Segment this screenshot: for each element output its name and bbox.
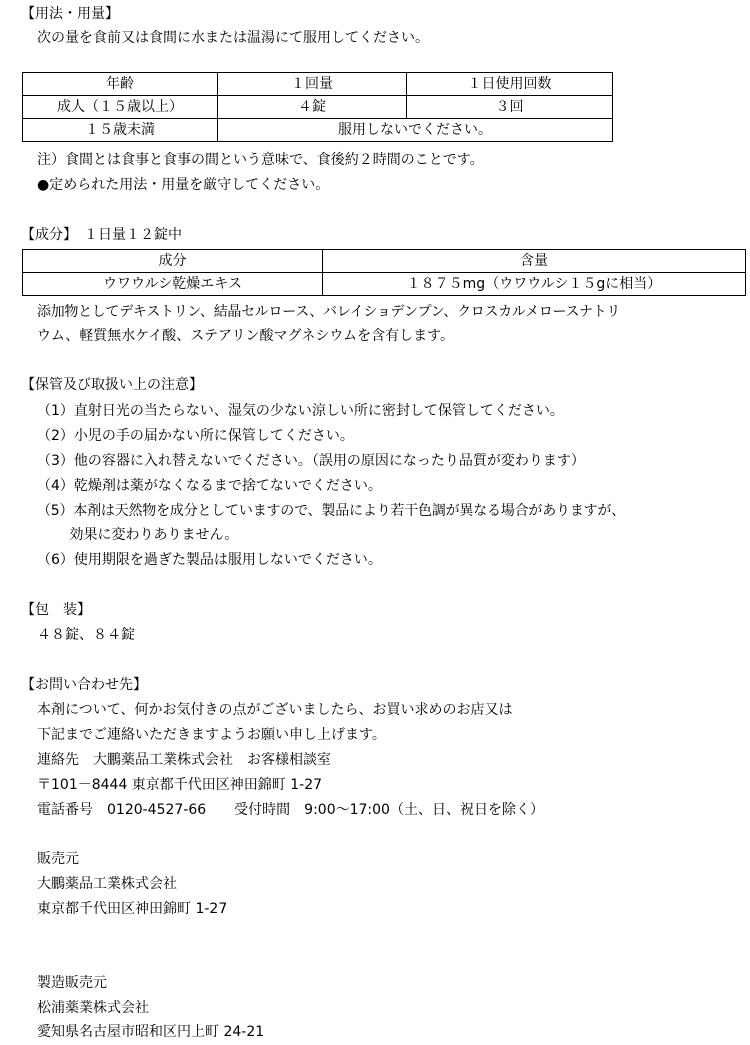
table-row xyxy=(23,250,746,273)
additives-line-1: 添加物としてデキストリン、結晶セルロース、バレイショデンプン、クロスカルメロースナトリ xyxy=(37,304,621,320)
usage-header-times: １日使用回数 xyxy=(407,73,613,96)
storage-item-1: （1）直射日光の当たらない、湿気の少ない涼しい所に密封して保管してください。 xyxy=(37,403,564,419)
storage-item-4: （4）乾燥剤は薬がなくなるまで捨てないでください。 xyxy=(37,478,382,494)
usage-cell-child-note: 服用しないでください。 xyxy=(218,119,613,142)
storage-item-6: （6）使用期限を過ぎた製品は服用しないでください。 xyxy=(37,552,382,568)
ingredients-cell-name: ウワウルシ乾燥エキス xyxy=(23,273,323,296)
seller-heading: 販売元 xyxy=(37,851,79,867)
packaging-content: ４８錠、８４錠 xyxy=(37,627,135,643)
storage-item-2: （2）小児の手の届かない所に保管してください。 xyxy=(37,428,354,444)
manufacturer-address: 愛知県名古屋市昭和区円上町 24-21 xyxy=(37,1024,265,1040)
contact-heading: 【お問い合わせ先】 xyxy=(21,677,147,693)
ingredients-cell-amount: １８７５mg（ウワウルシ１５gに相当） xyxy=(323,273,746,296)
ingredients-header-amount: 含量 xyxy=(323,250,746,273)
usage-header-dose: １回量 xyxy=(218,73,407,96)
seller-address: 東京都千代田区神田錦町 1-27 xyxy=(37,901,228,917)
usage-cell-child-age: １５歳未満 xyxy=(23,119,218,142)
table-row xyxy=(23,96,613,119)
usage-cell-adult-times: ３回 xyxy=(407,96,613,119)
contact-line-3: 連絡先 大鵬薬品工業株式会社 お客様相談室 xyxy=(37,752,331,768)
table-row xyxy=(23,73,613,96)
manufacturer-heading: 製造販売元 xyxy=(37,975,107,991)
contact-line-4: 〒101－8444 東京都千代田区神田錦町 1-27 xyxy=(37,777,323,793)
contact-line-1: 本剤について、何かお気付きの点がございましたら、お買い求めのお店又は xyxy=(37,702,513,718)
ingredients-header-name: 成分 xyxy=(23,250,323,273)
storage-item-3: （3）他の容器に入れ替えないでください。（誤用の原因になったり品質が変わります） xyxy=(37,453,585,469)
usage-caution: ●定められた用法・用量を厳守してください。 xyxy=(37,177,330,193)
usage-intro: 次の量を食前又は食間に水または温湯にて服用してください。 xyxy=(37,30,429,46)
contact-line-5: 電話番号 0120-4527-66 受付時間 9:00～17:00（土、日、祝日を除く） xyxy=(37,802,544,818)
ingredients-table xyxy=(22,249,746,296)
usage-table xyxy=(22,72,613,142)
table-row xyxy=(23,273,746,296)
usage-cell-adult-dose: ４錠 xyxy=(218,96,407,119)
ingredients-heading: 【成分】 １日量１２錠中 xyxy=(21,227,182,243)
additives-line-2: ウム、軽質無水ケイ酸、ステアリン酸マグネシウムを含有します。 xyxy=(37,328,455,344)
usage-note: 注）食間とは食事と食事の間という意味で、食後約２時間のことです。 xyxy=(37,152,484,168)
seller-company: 大鵬薬品工業株式会社 xyxy=(37,876,177,892)
packaging-heading: 【包 装】 xyxy=(21,602,91,618)
storage-item-5: （5）本剤は天然物を成分としていますので、製品により若干色調が異なる場合がありますが、 xyxy=(37,503,626,519)
usage-cell-adult-age: 成人（１５歳以上） xyxy=(23,96,218,119)
usage-header-age: 年齢 xyxy=(23,73,218,96)
table-row xyxy=(23,119,613,142)
manufacturer-company: 松浦薬業株式会社 xyxy=(37,1000,149,1016)
storage-item-5-cont: 効果に変わりありません。 xyxy=(37,527,239,543)
usage-heading: 【用法・用量】 xyxy=(21,6,119,22)
storage-heading: 【保管及び取扱い上の注意】 xyxy=(21,377,203,393)
contact-line-2: 下記までご連絡いただきますようお願い申し上げます。 xyxy=(37,727,386,743)
